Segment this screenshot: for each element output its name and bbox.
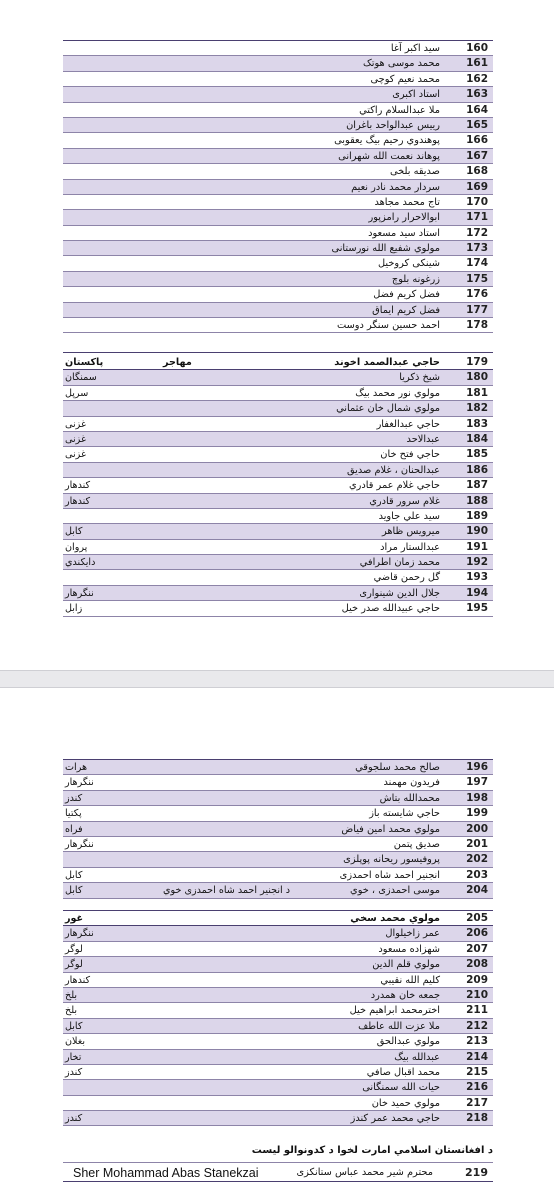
row-name: گل رحمن قاضي	[373, 572, 440, 584]
row-name: حيات الله سمنگانی	[362, 1082, 440, 1094]
row-number: 169	[466, 180, 488, 193]
row-name: مولوي شمال خان عثماني	[336, 403, 440, 415]
table-row	[63, 241, 493, 256]
row-number: 207	[466, 942, 488, 955]
row-number: 163	[466, 88, 488, 101]
row-number: 206	[466, 927, 488, 940]
row-name: حاجي شايسته باز	[369, 808, 440, 820]
row-province: سرپل	[65, 387, 89, 399]
row-name: حاجي عبدالصمد اخوند	[334, 357, 440, 368]
row-name: عبدالحنان ، غلام صديق	[346, 464, 440, 476]
row-name: جمعه خان همدرد	[370, 989, 440, 1001]
row-number: 218	[466, 1112, 488, 1125]
row-province: کابل	[65, 526, 83, 538]
row-number: 193	[466, 571, 488, 584]
row-province: زابل	[65, 603, 83, 615]
row-number: 194	[466, 586, 488, 599]
row-latin-name: Sher Mohammad Abas Stanekzai	[73, 1166, 259, 1180]
row-number: 188	[466, 494, 488, 507]
row-number: 181	[466, 386, 488, 399]
row-number: 197	[466, 776, 488, 789]
table-row	[63, 1065, 493, 1080]
table-row	[63, 72, 493, 87]
table-row	[63, 586, 493, 601]
row-province: پاکستان	[65, 357, 104, 368]
row-name: ملا عبدالسلام راکتي	[359, 104, 440, 116]
table-row	[63, 973, 493, 988]
table-row	[63, 942, 493, 957]
row-note: مهاجر	[163, 357, 192, 368]
table-row	[63, 926, 493, 941]
table-row	[63, 256, 493, 271]
row-name: صالح محمد سلجوقي	[355, 762, 440, 773]
table-row	[63, 540, 493, 555]
table-row	[63, 210, 493, 225]
table-group-1	[63, 41, 493, 333]
table-row	[63, 417, 493, 432]
table-row	[63, 401, 493, 416]
table-row	[63, 195, 493, 210]
row-name: صديقه بلخی	[390, 166, 440, 178]
row-name: حاجي عبيدالله صدر خيل	[341, 603, 440, 615]
row-number: 177	[466, 303, 488, 316]
row-province: غزنی	[65, 433, 86, 445]
row-number: 202	[466, 853, 488, 866]
row-number: 217	[466, 1096, 488, 1109]
row-province: لوگر	[65, 959, 83, 971]
table-row	[63, 570, 493, 585]
table-row	[63, 303, 493, 318]
table-row	[63, 463, 493, 478]
row-number: 211	[466, 1004, 488, 1017]
row-province: هرات	[65, 762, 88, 773]
row-name: سيد اکبر آغا	[390, 43, 440, 54]
row-number: 212	[466, 1019, 488, 1032]
row-name: کليم الله نقيبي	[380, 974, 440, 986]
row-name: محمد زمان اطرافي	[359, 557, 440, 569]
row-number: 209	[466, 973, 488, 986]
row-name: عبدالاحد	[406, 433, 440, 445]
table-row	[63, 318, 493, 333]
table-row	[63, 852, 493, 867]
table-row	[63, 1111, 493, 1126]
row-name: فريدون مهمند	[383, 777, 440, 789]
row-name: غلام سرور قادري	[369, 495, 440, 507]
row-province: کندز	[65, 1066, 83, 1078]
row-name: فضل کريم فضل	[373, 289, 440, 301]
table-row	[63, 760, 493, 775]
row-name: انجنير احمد شاه احمدزی	[339, 869, 440, 881]
row-name: مولوي قلم الدين	[372, 959, 440, 971]
row-number: 201	[466, 837, 488, 850]
row-number: 204	[466, 884, 488, 897]
table-group-3	[63, 760, 493, 899]
row-name: محترم شير محمد عباس ستانکزی	[296, 1167, 433, 1178]
row-name: رييس عبدالواحد باغران	[346, 119, 440, 131]
row-name: حاجي فتح خان	[380, 449, 440, 461]
row-number: 179	[466, 356, 488, 368]
table-row	[63, 1034, 493, 1049]
table-row	[63, 1003, 493, 1018]
row-province: غور	[65, 913, 84, 924]
row-name: ابوالاحرار رامزپور	[368, 212, 440, 224]
row-name: صديق پتمن	[393, 838, 440, 850]
row-number: 161	[466, 57, 488, 70]
table-row	[63, 791, 493, 806]
row-name: شينکی کروخيل	[377, 258, 440, 270]
row-name: ملا عزت الله عاطف	[358, 1020, 440, 1032]
row-name: شيخ ذکريا	[399, 372, 440, 384]
row-number: 176	[466, 288, 488, 301]
row-province: ننگرهار	[65, 838, 94, 850]
row-name: اخترمحمد ابراهيم خيل	[349, 1005, 440, 1017]
row-number: 191	[466, 540, 488, 553]
table-row	[63, 103, 493, 118]
row-number: 190	[466, 525, 488, 538]
table-top-border	[63, 352, 493, 353]
row-number: 185	[466, 448, 488, 461]
row-name: ميرويس ظاهر	[381, 526, 440, 538]
row-number: 198	[466, 791, 488, 804]
row-number: 168	[466, 165, 488, 178]
row-number: 173	[466, 242, 488, 255]
table-row	[63, 806, 493, 821]
table-row	[63, 287, 493, 302]
table-header-row	[63, 911, 493, 926]
row-number: 165	[466, 118, 488, 131]
table-row	[63, 883, 493, 898]
row-name: مولوي محمد امين فياض	[341, 823, 440, 835]
table-row	[63, 164, 493, 179]
table-group-4	[63, 911, 493, 1126]
table-row	[63, 133, 493, 148]
row-number: 213	[466, 1035, 488, 1048]
row-number: 166	[466, 134, 488, 147]
table-row	[63, 370, 493, 385]
page-separator	[0, 670, 554, 688]
list-title: د افغانستان اسلامي امارت لخوا د کدونوالو ليست	[251, 1145, 493, 1156]
table-row	[63, 957, 493, 972]
row-province: لوگر	[65, 943, 83, 955]
table-row	[63, 988, 493, 1003]
row-number: 219	[465, 1166, 488, 1179]
row-province: پروان	[65, 541, 88, 553]
row-number: 192	[466, 556, 488, 569]
row-province: کابل	[65, 885, 83, 897]
row-name: موسی احمدزی ، خوي	[350, 885, 440, 897]
row-name: زرغونه بلوچ	[391, 273, 440, 285]
row-name: پروفيسور ريحانه پوپلزی	[343, 854, 440, 866]
row-number: 216	[466, 1081, 488, 1094]
row-province: بغلان	[65, 1036, 86, 1048]
row-province: ننگرهار	[65, 928, 94, 940]
row-province: پکتيا	[65, 808, 82, 820]
row-name: حاجي محمد عمر کندز	[350, 1113, 440, 1125]
row-number: 178	[466, 319, 488, 332]
row-number: 195	[466, 602, 488, 615]
table-row	[63, 494, 493, 509]
row-province: بلخ	[65, 1005, 78, 1017]
table-row	[63, 822, 493, 837]
table-row	[63, 1019, 493, 1034]
row-province: کندهار	[65, 480, 91, 492]
row-number: 203	[466, 868, 488, 881]
row-number: 189	[466, 509, 488, 522]
table-row	[63, 555, 493, 570]
table-row	[63, 41, 493, 56]
row-province: کابل	[65, 1020, 83, 1032]
row-name: پوهاند نعمت الله شهرانی	[338, 150, 440, 162]
row-province: کابل	[65, 869, 83, 881]
row-number: 172	[466, 226, 488, 239]
row-name: حاجي عبدالغفار	[376, 418, 440, 430]
table-row	[63, 1050, 493, 1065]
row-name: جلال الدين شينواری	[359, 587, 440, 599]
row-name: مولوي عبدالحق	[376, 1036, 440, 1048]
row-province: کندز	[65, 792, 83, 804]
row-name: مولوي نور محمد بيگ	[355, 387, 440, 399]
row-number: 215	[466, 1065, 488, 1078]
row-name: حاجي غلام عمر قادري	[349, 480, 440, 492]
table-row	[63, 386, 493, 401]
table-row	[63, 868, 493, 883]
row-name: مولوي شفيع الله نورستانی	[331, 243, 440, 255]
row-name: محمدالله بتاش	[379, 792, 440, 804]
row-name: عمر زاخيلوال	[385, 928, 440, 940]
row-province: غزنی	[65, 418, 86, 430]
row-number: 183	[466, 417, 488, 430]
row-number: 187	[466, 479, 488, 492]
row-name: تاج محمد مجاهد	[374, 196, 440, 208]
table-row	[63, 87, 493, 102]
row-number: 175	[466, 272, 488, 285]
row-name: استاد سيد مسعود	[368, 227, 440, 239]
row-name: عبدالله بيگ	[394, 1051, 440, 1063]
row-name: مولوي محمد سخي	[350, 913, 440, 924]
table-row	[63, 432, 493, 447]
row-province: ننگرهار	[65, 587, 94, 599]
row-province: سمنگان	[65, 372, 97, 384]
table-row	[63, 775, 493, 790]
row-number: 208	[466, 958, 488, 971]
row-name: احمد حسين سنگر دوست	[336, 320, 440, 332]
row-number: 167	[466, 149, 488, 162]
row-number: 196	[466, 761, 488, 773]
row-number: 174	[466, 257, 488, 270]
table-row	[63, 226, 493, 241]
table-row	[63, 56, 493, 71]
row-number: 186	[466, 463, 488, 476]
row-name: مولوي حميد خان	[371, 1097, 440, 1109]
table-row	[63, 180, 493, 195]
table-row	[63, 524, 493, 539]
row-number: 205	[466, 912, 488, 924]
row-name: فضل کريم ايماق	[372, 304, 440, 316]
row-province: کندز	[65, 1113, 83, 1125]
row-province: فراه	[65, 823, 83, 835]
row-province: ننگرهار	[65, 777, 94, 789]
row-number: 180	[466, 371, 488, 384]
row-number: 184	[466, 432, 488, 445]
row-name: محمد نعيم کوچی	[370, 73, 440, 85]
row-province: کندهار	[65, 974, 91, 986]
table-row	[63, 837, 493, 852]
table-row	[63, 1162, 493, 1182]
table-row	[63, 118, 493, 133]
table-header-row	[63, 355, 493, 370]
table-row	[63, 1080, 493, 1095]
row-name: محمد اقبال صافي	[366, 1066, 440, 1078]
row-number: 199	[466, 807, 488, 820]
row-name: پوهندوي رحيم بيگ يعقوبی	[334, 135, 440, 147]
table-row	[63, 1096, 493, 1111]
row-name: محمد موسی هوتک	[362, 58, 440, 70]
row-number: 160	[466, 42, 488, 54]
row-province: غزنی	[65, 449, 86, 461]
row-province: بلخ	[65, 989, 78, 1001]
row-number: 182	[466, 402, 488, 415]
row-number: 200	[466, 822, 488, 835]
row-province: کندهار	[65, 495, 91, 507]
row-number: 162	[466, 72, 488, 85]
row-name: سيد علي جاويد	[378, 510, 440, 522]
row-name: سردار محمد نادر نعيم	[351, 181, 440, 193]
table-row	[63, 272, 493, 287]
row-number: 210	[466, 988, 488, 1001]
row-name: عبدالستار مراد	[380, 541, 440, 553]
row-note: د انجنير احمد شاه احمدزی خوي	[163, 885, 291, 897]
table-row	[63, 149, 493, 164]
row-number: 164	[466, 103, 488, 116]
row-name: شهزاده مسعود	[378, 943, 440, 955]
document-page-2	[0, 688, 554, 1200]
row-number: 170	[466, 195, 488, 208]
row-number: 171	[466, 211, 488, 224]
row-name: استاد اکبری	[392, 89, 440, 101]
table-row	[63, 478, 493, 493]
table-row	[63, 509, 493, 524]
row-province: تخار	[65, 1051, 82, 1063]
row-number: 214	[466, 1050, 488, 1063]
table-row	[63, 447, 493, 462]
table-group-2	[63, 355, 493, 617]
row-province: دايکندي	[65, 557, 96, 569]
table-row	[63, 601, 493, 616]
